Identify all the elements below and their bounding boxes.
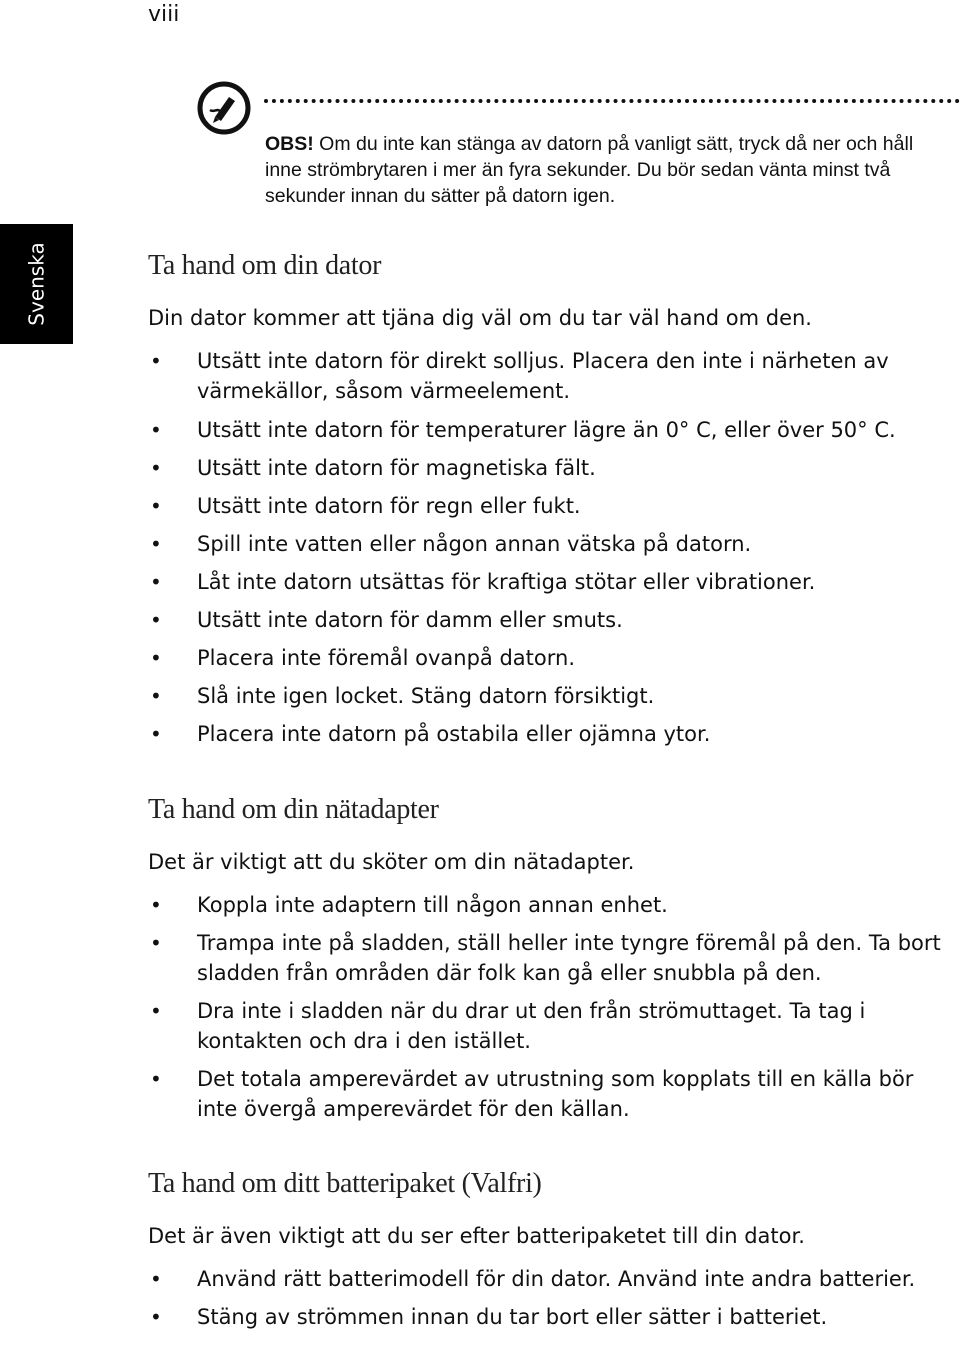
section-intro: Din dator kommer att tjäna dig väl om du tar väl hand om den. [148,306,812,330]
note-label: OBS! [265,133,314,155]
note-pen-icon [196,80,252,136]
note-divider [264,99,960,103]
section-title: Ta hand om din dator [148,250,382,281]
list-item: • Slå inte igen locket. Stäng datorn försiktigt. [150,684,655,708]
list-item: • Låt inte datorn utsättas för kraftiga stötar eller vibrationer. [150,570,816,594]
side-tab-label: Svenska [24,242,49,326]
list-item: • Placera inte föremål ovanpå datorn. [150,646,576,670]
section-title: Ta hand om din nätadapter [148,794,439,825]
section-title: Ta hand om ditt batteripaket (Valfri) [148,1168,542,1199]
bullet-list [148,890,960,1124]
note-text [265,131,955,209]
list-item: • Utsätt inte datorn för damm eller smuts. [150,608,623,632]
note-body: Om du inte kan stänga av datorn på vanligt sätt, tryck då ner och håll inne strömbrytaren i mer än fyra sekunder. Du bör sedan vänta minst två sekunder innan du sätter på datorn igen. [265,133,914,207]
list-item: • Stäng av strömmen innan du tar bort eller sätter i batteriet. [150,1305,828,1329]
list-item: • Dra inte i sladden när du drar ut den från strömuttaget. Ta tag i kontakten och dra i den istället. [150,999,866,1053]
list-item: • Trampa inte på sladden, ställ heller inte tyngre föremål på den. Ta bort sladden från områden där folk kan gå eller snubbla på den. [150,931,941,985]
section-care-adapter [148,794,960,1124]
bullet-list [148,1264,960,1332]
list-item: • Utsätt inte datorn för temperaturer lägre än 0° C, eller över 50° C. [150,418,896,442]
language-side-tab [0,224,73,344]
list-item: • Utsätt inte datorn för magnetiska fält. [150,456,596,480]
list-item: • Använd rätt batterimodell för din dator. Använd inte andra batterier. [150,1267,916,1291]
section-care-computer [148,250,960,749]
section-care-battery [148,1168,960,1332]
section-intro: Det är viktigt att du sköter om din nätadapter. [148,850,635,874]
bullet-list [148,346,960,749]
list-item: • Placera inte datorn på ostabila eller ojämna ytor. [150,722,711,746]
page-number: viii [148,2,180,27]
list-item: • Utsätt inte datorn för direkt solljus. Placera den inte i närheten av värmekällor, såsom värmeelement. [150,349,889,403]
list-item: • Det totala amperevärdet av utrustning som kopplats till en källa bör inte övergå amperevärdet för den källan. [150,1067,914,1121]
list-item: • Utsätt inte datorn för regn eller fukt. [150,494,581,518]
list-item: • Spill inte vatten eller någon annan vätska på datorn. [150,532,752,556]
section-intro: Det är även viktigt att du ser efter batteripaketet till din dator. [148,1224,805,1248]
list-item: • Koppla inte adaptern till någon annan enhet. [150,893,668,917]
